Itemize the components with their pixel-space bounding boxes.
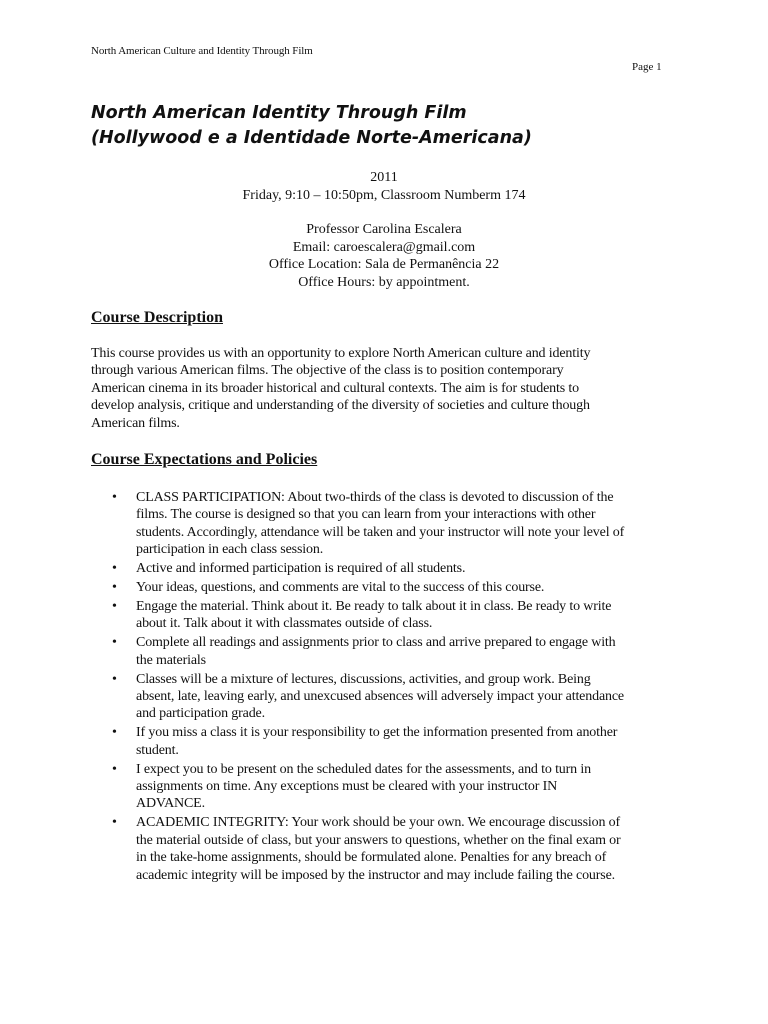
list-item-line: assignments on time. Any exceptions must be cleared with your instructor IN (136, 779, 558, 794)
title-line-1: North American Identity Through Film (91, 103, 467, 123)
description-line: American cinema in its broader historical and cultural contexts. The aim is for students to (91, 380, 580, 396)
description-line: develop analysis, critique and understanding of the diversity of societies and culture though (91, 398, 590, 414)
expectations-heading: Course Expectations and Policies (91, 451, 318, 468)
list-item-line: • Active and informed participation is required of all students. (136, 561, 466, 577)
list-item-line: • Your ideas, questions, and comments are vital to the success of this course. (136, 580, 545, 596)
course-schedule (0, 169, 768, 204)
course-year: 2011 (370, 170, 398, 185)
page-number: Page 1 (632, 61, 662, 73)
list-item-line: absent, late, leaving early, and unexcused absences will adversely impact your attendance (136, 688, 624, 704)
list-item-line: • Engage the material. Think about it. Be ready to talk about it in class. Be ready to write (136, 598, 612, 614)
list-item (112, 724, 672, 759)
list-item-line: • Classes will be a mixture of lectures, discussions, activities, and group work. Being (136, 671, 591, 687)
list-item-line: and participation grade. (136, 706, 265, 722)
list-item-line: about it. Talk about it with classmates outside of class. (136, 616, 433, 632)
professor-name: Professor Carolina Escalera (306, 222, 462, 237)
list-item (112, 814, 672, 884)
professor-email: Email: caroescalera@gmail.com (292, 239, 476, 255)
list-item-line: the material outside of class, but your answers to questions, whether on the final exam or (136, 832, 621, 848)
list-item-line: participation in each class session. (136, 542, 324, 558)
course-description-text (91, 345, 651, 432)
course-schedule-line: Friday, 9:10 – 10:50pm, Classroom Numberm 174 (242, 187, 526, 203)
description-line: This course provides us with an opportunity to explore North American culture and identity (91, 346, 591, 361)
list-item (112, 489, 672, 559)
list-item-line: academic integrity will be imposed by the instructor and may include failing the course. (136, 867, 615, 883)
list-item-line: • CLASS PARTICIPATION: About two-thirds of the class is devoted to discussion of the (136, 490, 614, 505)
list-item (112, 634, 672, 669)
list-item-line: • Complete all readings and assignments prior to class and arrive prepared to engage with (136, 635, 616, 651)
expectations-list (112, 489, 672, 885)
description-line: American films. (91, 415, 180, 431)
office-location: Office Location: Sala de Permanência 22 (268, 257, 500, 273)
list-item-line: the materials (136, 652, 206, 668)
list-item (112, 579, 672, 596)
list-item-line: student. (136, 742, 179, 758)
description-line: through various American films. The objective of the class is to position contemporary (91, 363, 564, 379)
list-item-line: • If you miss a class it is your responsibility to get the information presented from another (136, 725, 618, 741)
list-item (112, 761, 672, 813)
instructor-info (0, 221, 768, 291)
title-line-2: (Hollywood e a Identidade Norte-Americana) (91, 128, 532, 148)
list-item (112, 560, 672, 577)
list-item (112, 598, 672, 633)
list-item-line: ADVANCE. (136, 796, 205, 812)
list-item-line: • ACADEMIC INTEGRITY: Your work should be your own. We encourage discussion of (136, 815, 621, 831)
course-description-heading: Course Description (91, 309, 223, 326)
running-header: North American Culture and Identity Through Film (91, 45, 313, 57)
list-item-line: • I expect you to be present on the scheduled dates for the assessments, and to turn in (136, 761, 591, 777)
list-item (112, 671, 672, 723)
document-title (91, 101, 532, 151)
list-item-line: in the take-home assignments, should be formulated alone. Penalties for any breach of (136, 850, 607, 866)
list-item-line: students. Accordingly, attendance will be taken and your instructor will note your level of (136, 524, 625, 540)
list-item-line: films. The course is designed so that you can learn from your interactions with other (136, 507, 596, 523)
office-hours: Office Hours: by appointment. (298, 274, 470, 290)
